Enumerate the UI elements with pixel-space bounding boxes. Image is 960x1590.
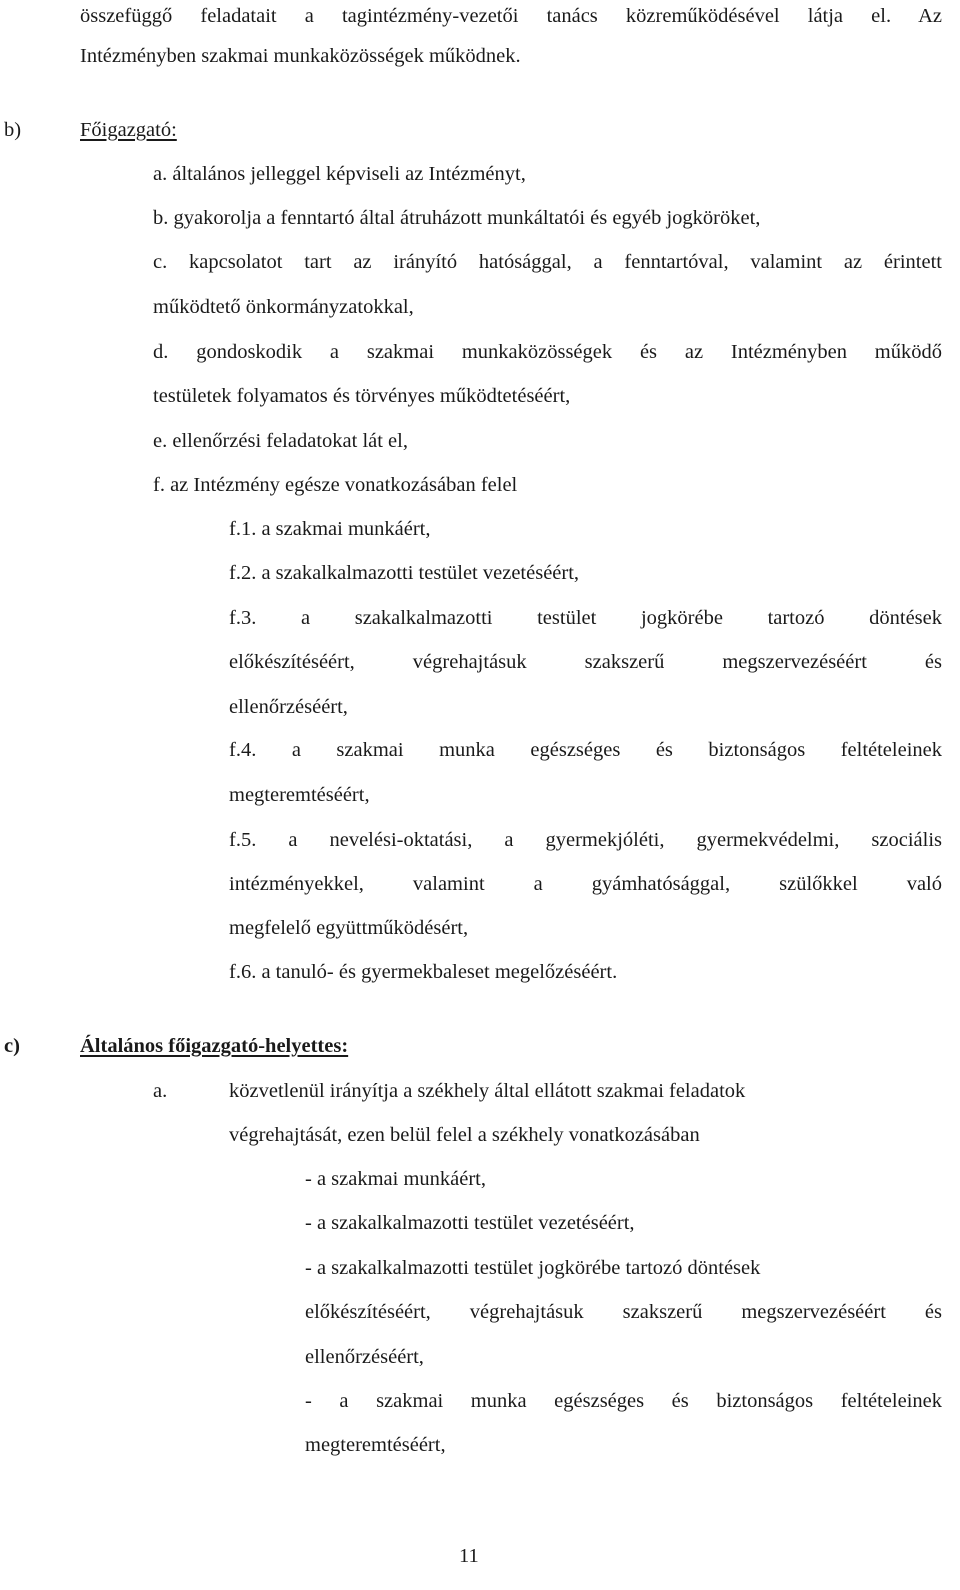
sub-item: f.6. a tanuló- és gyermekbaleset megelőzéséért. <box>229 961 618 983</box>
dash-item: - a szakmai munkáért, <box>305 1168 487 1190</box>
sub-item: f.3. a szakalkalmazotti testület jogkörébe tartozó döntések <box>229 607 942 629</box>
list-item: a. általános jelleggel képviseli az Intézményt, <box>153 163 526 185</box>
list-item-continuation: működtető önkormányzatokkal, <box>153 296 414 318</box>
section-marker: b) <box>4 119 22 141</box>
section-heading: Főigazgató: <box>80 119 177 141</box>
sub-item-continuation: ellenőrzéséért, <box>229 696 348 718</box>
intro-line: összefüggő feladatait a tagintézmény-vezetői tanács közreműködésével látja el. Az <box>80 5 942 27</box>
dash-item: - a szakalkalmazotti testület jogkörébe tartozó döntések <box>305 1257 761 1279</box>
page-number: 11 <box>459 1545 479 1567</box>
list-item-continuation: végrehajtását, ezen belül felel a székhely vonatkozásában <box>229 1124 700 1146</box>
list-item-continuation: testületek folyamatos és törvényes működtetéséért, <box>153 385 571 407</box>
sub-item-continuation: megfelelő együttműködésért, <box>229 917 469 939</box>
list-item: d. gondoskodik a szakmai munkaközösségek és az Intézményben működő <box>153 341 942 363</box>
list-item: f. az Intézmény egésze vonatkozásában felel <box>153 474 518 496</box>
sub-item: f.5. a nevelési-oktatási, a gyermekjóléti, gyermekvédelmi, szociális <box>229 829 942 851</box>
list-item: c. kapcsolatot tart az irányító hatósággal, a fenntartóval, valamint az érintett <box>153 251 942 273</box>
sub-item-continuation: előkészítéséért, végrehajtásuk szakszerű megszervezéséért és <box>229 651 942 673</box>
sub-item-continuation: megteremtéséért, <box>229 784 370 806</box>
sub-item: f.4. a szakmai munka egészséges és biztonságos feltételeinek <box>229 739 942 761</box>
list-item: e. ellenőrzési feladatokat lát el, <box>153 430 408 452</box>
sub-item: f.2. a szakalkalmazotti testület vezetéséért, <box>229 562 580 584</box>
dash-item: - a szakmai munka egészséges és biztonságos feltételeinek <box>305 1390 942 1412</box>
dash-item-continuation: előkészítéséért, végrehajtásuk szakszerű megszervezéséért és <box>305 1301 942 1323</box>
dash-item-continuation: ellenőrzéséért, <box>305 1346 424 1368</box>
list-item: b. gyakorolja a fenntartó által átruházott munkáltatói és egyéb jogköröket, <box>153 207 761 229</box>
intro-line: Intézményben szakmai munkaközösségek működnek. <box>80 45 521 67</box>
section-marker: c) <box>4 1035 20 1057</box>
dash-item: - a szakalkalmazotti testület vezetéséért, <box>305 1212 635 1234</box>
sub-item-continuation: intézményekkel, valamint a gyámhatósággal, szülőkkel való <box>229 873 942 895</box>
sub-item: f.1. a szakmai munkáért, <box>229 518 431 540</box>
list-item: közvetlenül irányítja a székhely által ellátott szakmai feladatok <box>229 1080 746 1102</box>
list-marker: a. <box>153 1080 168 1102</box>
dash-item-continuation: megteremtéséért, <box>305 1434 446 1456</box>
section-heading: Általános főigazgató-helyettes: <box>80 1035 349 1057</box>
